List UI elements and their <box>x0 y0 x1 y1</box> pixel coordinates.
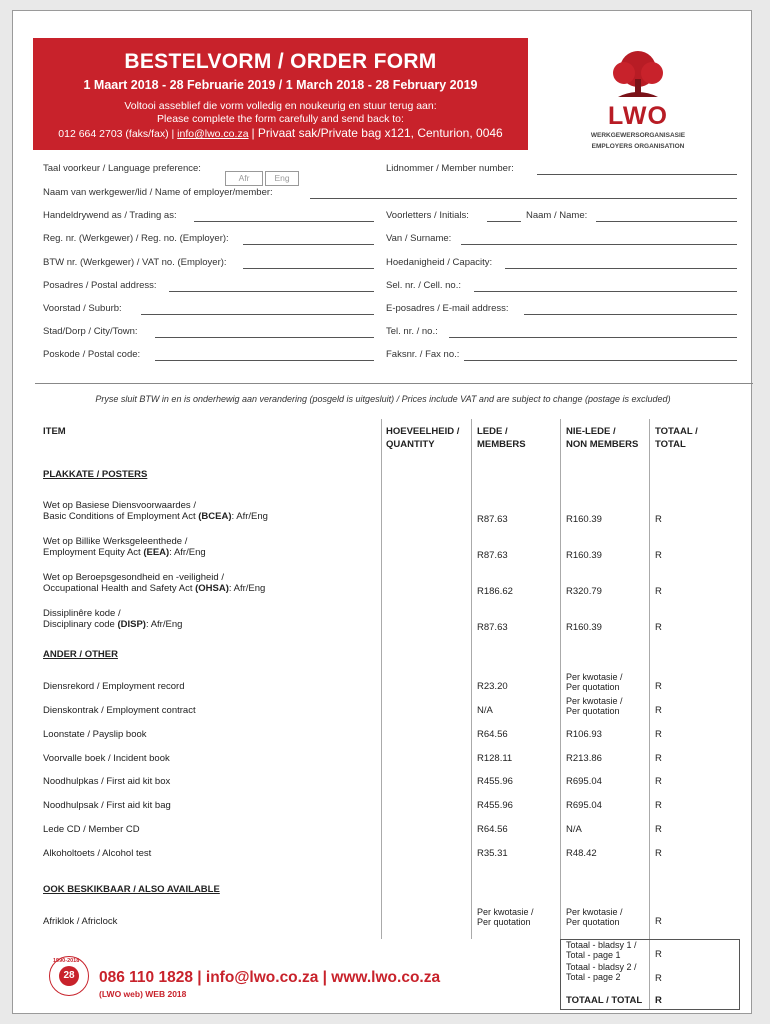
name-field[interactable] <box>596 221 737 222</box>
lwo-logo <box>583 49 693 159</box>
member-price: R64.56 <box>477 729 508 740</box>
other-item: Noodhulpkas / First aid kit box <box>43 776 171 787</box>
member-price: R455.96 <box>477 776 513 787</box>
total-field[interactable]: R <box>655 916 662 927</box>
member-price: Per kwotasie / Per quotation <box>477 907 534 927</box>
member-price: N/A <box>477 705 493 716</box>
email-label: E-posadres / E-mail address: <box>386 303 509 314</box>
total-field[interactable]: R <box>655 848 662 859</box>
badge-years: 1990-2018 <box>53 958 80 964</box>
trading-as-label: Handeldrywend as / Trading as: <box>43 210 177 221</box>
poster-item: Wet op Billike Werksgeleenthede / Employment Equity Act (EEA): Afr/Eng <box>43 536 206 558</box>
total-field[interactable]: R <box>655 622 662 633</box>
vat-no-label: BTW nr. (Werkgewer) / VAT no. (Employer): <box>43 257 227 268</box>
non-member-price: R320.79 <box>566 586 602 597</box>
other-item: Diensrekord / Employment record <box>43 681 185 692</box>
section-other: ANDER / OTHER <box>43 649 118 660</box>
section-also-available: OOK BESKIKBAAR / ALSO AVAILABLE <box>43 884 220 895</box>
postal-address-field[interactable] <box>169 291 374 292</box>
price-note: Pryse sluit BTW in en is onderhewig aan verandering (posgeld is uitgesluit) / Prices include VAT and are subject to change (postage is excluded) <box>95 394 671 404</box>
city-label: Stad/Dorp / City/Town: <box>43 326 138 337</box>
column-rule <box>381 419 382 939</box>
non-member-price: R213.86 <box>566 753 602 764</box>
contact-address: | Privaat sak/Private bag x121, Centurion, 0046 <box>251 126 503 140</box>
col-header-total: TOTAAL / TOTAL <box>655 426 698 450</box>
city-field[interactable] <box>155 337 374 338</box>
language-label: Taal voorkeur / Language preference: <box>43 163 201 174</box>
total-field[interactable]: R <box>655 729 662 740</box>
section-divider <box>35 383 753 384</box>
also-item: Afriklok / Africlock <box>43 916 118 927</box>
non-member-price: R695.04 <box>566 800 602 811</box>
member-number-label: Lidnommer / Member number: <box>386 163 514 174</box>
member-price: R87.63 <box>477 622 508 633</box>
column-rule <box>649 419 650 1010</box>
header-banner <box>33 38 528 150</box>
form-title: BESTELVORM / ORDER FORM <box>124 50 437 73</box>
badge-number: 28 <box>59 966 79 986</box>
postal-address-label: Posadres / Postal address: <box>43 280 157 291</box>
member-price: R455.96 <box>477 800 513 811</box>
col-header-non-members: NIE-LEDE / NON MEMBERS <box>566 426 639 450</box>
member-price: R64.56 <box>477 824 508 835</box>
initials-label: Voorletters / Initials: <box>386 210 469 221</box>
contact-email-link[interactable]: info@lwo.co.za <box>177 128 249 140</box>
initials-field[interactable] <box>487 221 521 222</box>
footer-web-ref: (LWO web) WEB 2018 <box>99 989 187 999</box>
non-member-price: R160.39 <box>566 622 602 633</box>
total-field[interactable]: R <box>655 776 662 787</box>
total-field[interactable]: R <box>655 705 662 716</box>
logo-line-af: WERKGEWERSORGANISASIE <box>590 132 686 139</box>
col-header-item: ITEM <box>43 426 66 437</box>
total-field[interactable]: R <box>655 800 662 811</box>
poster-item: Wet op Beroepsgesondheid en -veiligheid / Occupational Health and Safety Act (OHSA): Afr/Eng <box>43 572 266 594</box>
other-item: Noodhulpsak / First aid kit bag <box>43 800 171 811</box>
total-page-2-field[interactable]: R <box>655 973 662 984</box>
surname-label: Van / Surname: <box>386 233 452 244</box>
tel-no-label: Tel. nr. / no.: <box>386 326 438 337</box>
reg-no-field[interactable] <box>243 244 374 245</box>
column-rule <box>560 419 561 939</box>
member-number-field[interactable] <box>537 174 737 175</box>
grand-total-label: TOTAAL / TOTAL <box>566 995 643 1006</box>
non-member-price: R160.39 <box>566 550 602 561</box>
poster-item: Dissiplinêre kode / Disciplinary code (DISP): Afr/Eng <box>43 608 183 630</box>
non-member-price: R160.39 <box>566 514 602 525</box>
other-item: Lede CD / Member CD <box>43 824 140 835</box>
contact-phone: 012 664 2703 (faks/fax) | <box>58 128 175 140</box>
grand-total-field[interactable]: R <box>655 995 662 1006</box>
capacity-field[interactable] <box>505 268 737 269</box>
member-price: R35.31 <box>477 848 508 859</box>
order-form-page <box>12 10 752 1014</box>
non-member-price: Per kwotasie / Per quotation <box>566 696 623 716</box>
cell-no-field[interactable] <box>474 291 737 292</box>
column-rule <box>471 419 472 939</box>
postal-code-field[interactable] <box>155 360 374 361</box>
total-page-1-label: Totaal - bladsy 1 / Total - page 1 <box>566 940 637 960</box>
member-price: R23.20 <box>477 681 508 692</box>
poster-item: Wet op Basiese Diensvoorwaardes / Basic Conditions of Employment Act (BCEA): Afr/Eng <box>43 500 268 522</box>
non-member-price: Per kwotasie / Per quotation <box>566 672 623 692</box>
suburb-field[interactable] <box>141 314 374 315</box>
fax-no-field[interactable] <box>464 360 737 361</box>
cell-no-label: Sel. nr. / Cell. no.: <box>386 280 461 291</box>
total-page-2-label: Totaal - bladsy 2 / Total - page 2 <box>566 962 637 982</box>
email-field[interactable] <box>524 314 737 315</box>
total-field[interactable]: R <box>655 681 662 692</box>
total-field[interactable]: R <box>655 753 662 764</box>
vat-no-field[interactable] <box>243 268 374 269</box>
total-page-1-field[interactable]: R <box>655 949 662 960</box>
footer-contact-line: 086 110 1828 | info@lwo.co.za | www.lwo.co.za <box>99 969 441 986</box>
total-field[interactable]: R <box>655 514 662 525</box>
employer-name-label: Naam van werkgewer/lid / Name of employer/member: <box>43 187 273 198</box>
col-header-members: LEDE / MEMBERS <box>477 426 526 450</box>
lang-eng-checkbox[interactable]: Eng <box>265 171 299 186</box>
name-label: Naam / Name: <box>526 210 588 221</box>
suburb-label: Voorstad / Suburb: <box>43 303 122 314</box>
member-price: R87.63 <box>477 550 508 561</box>
other-item: Alkoholtoets / Alcohol test <box>43 848 152 859</box>
contact-line <box>33 126 528 141</box>
instruction-en: Please complete the form carefully and send back to: <box>157 113 404 125</box>
non-member-price: Per kwotasie / Per quotation <box>566 907 623 927</box>
postal-code-label: Poskode / Postal code: <box>43 349 141 360</box>
lang-afr-checkbox[interactable]: Afr <box>225 171 263 186</box>
tree-icon <box>598 49 678 99</box>
non-member-price: N/A <box>566 824 582 835</box>
fax-no-label: Faksnr. / Fax no.: <box>386 349 460 360</box>
trading-as-field[interactable] <box>194 221 374 222</box>
other-item: Dienskontrak / Employment contract <box>43 705 196 716</box>
member-price: R186.62 <box>477 586 513 597</box>
section-posters: PLAKKATE / POSTERS <box>43 469 148 480</box>
logo-text: LWO <box>608 102 668 130</box>
logo-line-en: EMPLOYERS ORGANISATION <box>591 143 685 150</box>
tel-no-field[interactable] <box>449 337 737 338</box>
surname-field[interactable] <box>461 244 737 245</box>
non-member-price: R695.04 <box>566 776 602 787</box>
form-period: 1 Maart 2018 - 28 Februarie 2019 / 1 March 2018 - 28 February 2019 <box>83 78 478 92</box>
anniversary-badge <box>49 956 89 996</box>
member-price: R128.11 <box>477 753 513 764</box>
footer-contact <box>99 969 440 999</box>
total-field[interactable]: R <box>655 550 662 561</box>
employer-name-field[interactable] <box>310 198 737 199</box>
reg-no-label: Reg. nr. (Werkgewer) / Reg. no. (Employer): <box>43 233 229 244</box>
other-item: Loonstate / Payslip book <box>43 729 147 740</box>
total-field[interactable]: R <box>655 586 662 597</box>
col-header-quantity: HOEVEELHEID / QUANTITY <box>386 426 460 450</box>
capacity-label: Hoedanigheid / Capacity: <box>386 257 493 268</box>
non-member-price: R106.93 <box>566 729 602 740</box>
total-field[interactable]: R <box>655 824 662 835</box>
non-member-price: R48.42 <box>566 848 597 859</box>
instruction-af: Voltooi asseblief die vorm volledig en noukeurig en stuur terug aan: <box>124 100 437 112</box>
member-price: R87.63 <box>477 514 508 525</box>
other-item: Voorvalle boek / Incident book <box>43 753 170 764</box>
